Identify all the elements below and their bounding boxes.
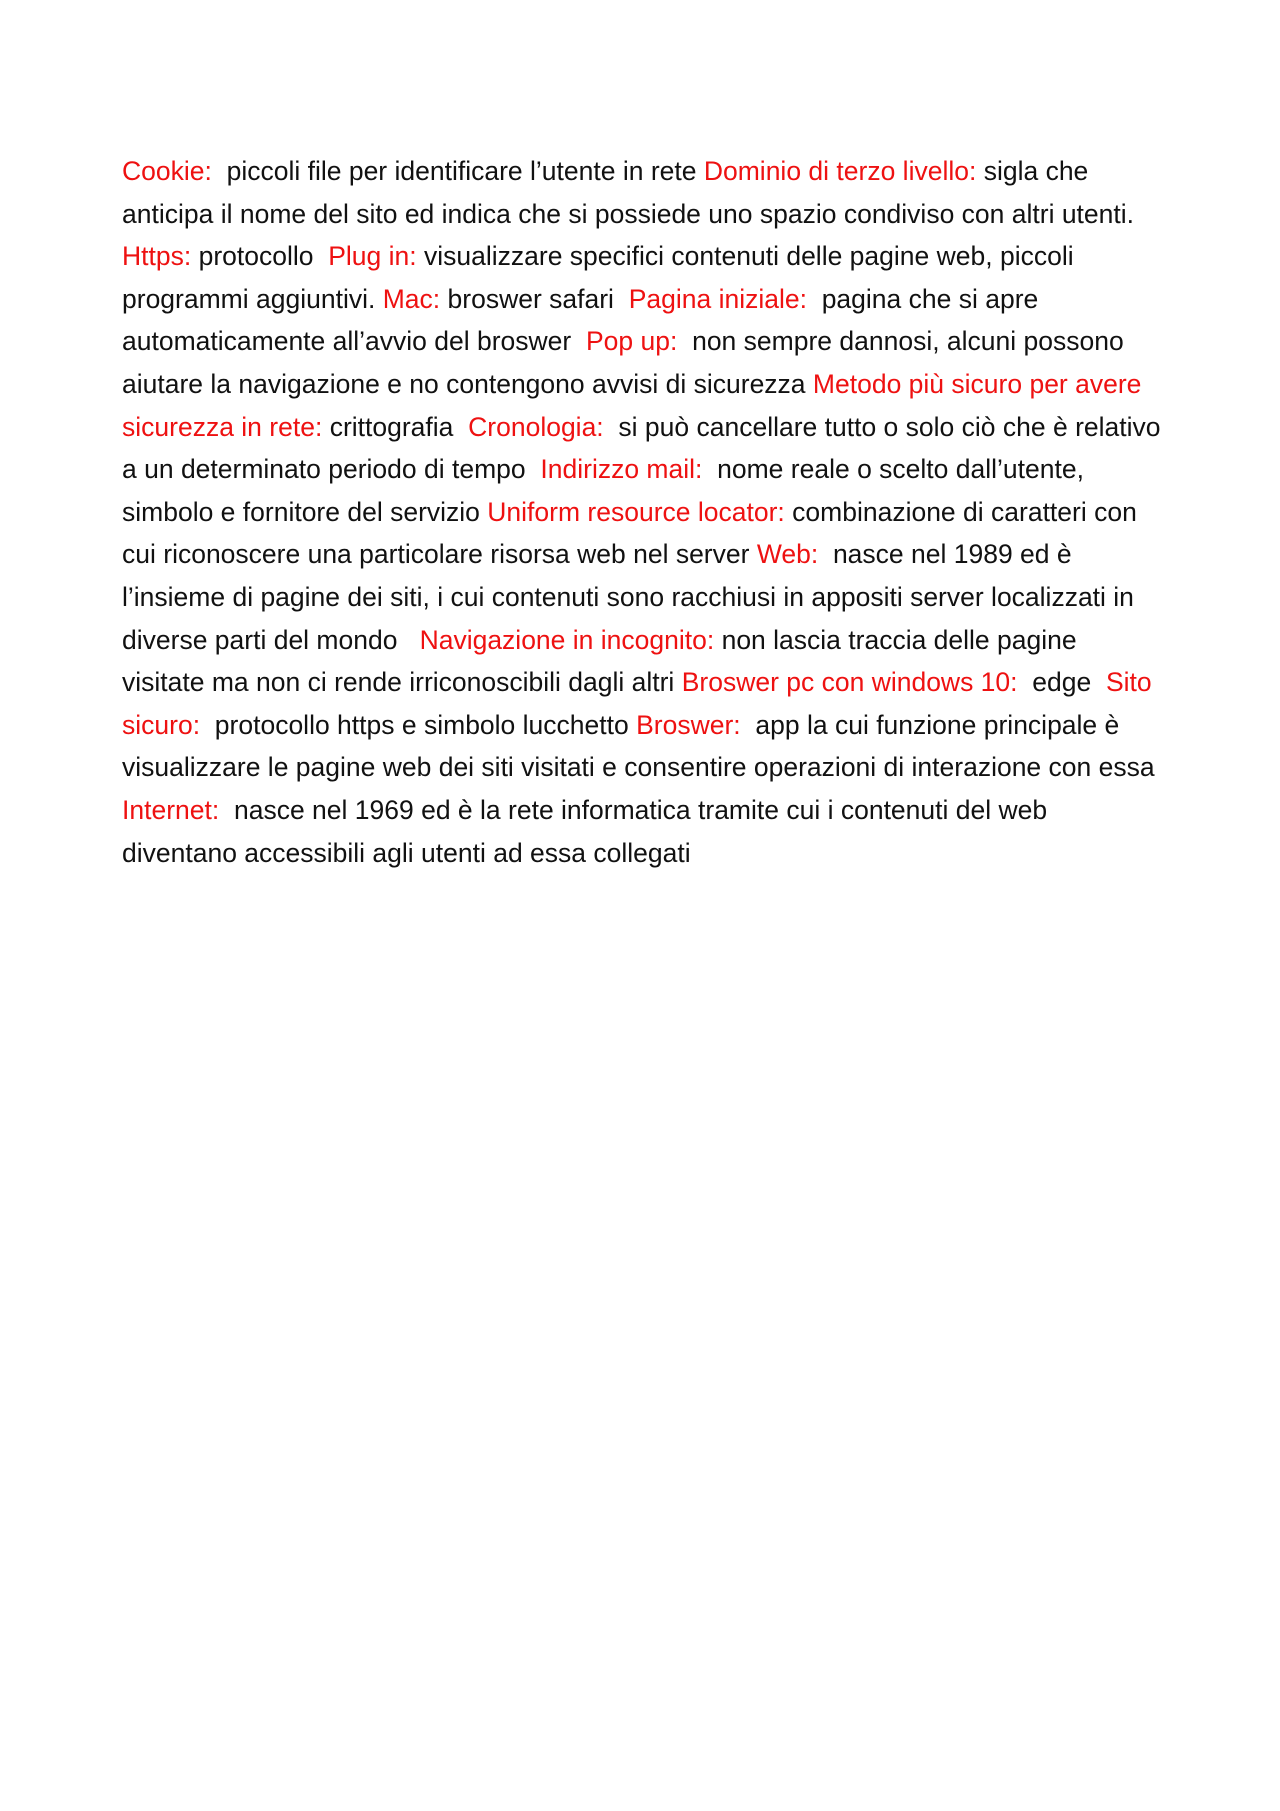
definition-pop-up: non sempre dannosi, alcuni possono aiutare la navigazione e no contengono avvisi di sicurezza — [122, 326, 1124, 399]
term-plug-in: Plug in: — [328, 241, 417, 272]
term-https: Https: — [122, 241, 192, 272]
definition-sito-sicuro: protocollo https e simbolo lucchetto — [214, 709, 629, 740]
term-navigazione-incognito: Navigazione in incognito: — [419, 624, 715, 655]
definition-navigazione-incognito: non lascia traccia delle pagine visitate ma non ci rende irriconoscibili dagli altri — [122, 624, 1077, 698]
definition-indirizzo-mail: nome reale o scelto dall’utente, simbolo e fornitore del servizio — [122, 454, 1084, 527]
term-pop-up: Pop up: — [585, 326, 678, 357]
term-cookie: Cookie: — [122, 156, 212, 186]
term-web: Web: — [756, 539, 819, 570]
term-pagina-iniziale: Pagina iniziale: — [628, 283, 807, 314]
definition-https: protocollo — [198, 241, 314, 272]
term-metodo-sicuro: Metodo più sicuro per avere sicurezza in rete: — [122, 368, 1142, 442]
term-dominio-terzo-livello: Dominio di terzo livello: — [703, 156, 977, 186]
definition-mac: broswer safari — [447, 283, 614, 314]
definition-metodo-sicuro: crittografia — [329, 411, 454, 442]
definition-broswer-windows-10: edge — [1032, 667, 1092, 698]
term-internet: Internet: — [122, 794, 220, 825]
definition-plug-in: visualizzare specifici contenuti delle pagine web, piccoli programmi aggiuntivi. — [122, 241, 1074, 314]
definition-pagina-iniziale: pagina che si apre automaticamente all’avvio del broswer — [122, 283, 1039, 357]
term-broswer-windows-10: Broswer pc con windows 10: — [681, 667, 1018, 698]
term-uniform-resource-locator: Uniform resource locator: — [487, 496, 785, 527]
definition-broswer: app la cui funzione principale è visualizzare le pagine web dei siti visitati e consentire operazioni di interazione con essa — [122, 709, 1155, 783]
glossary-paragraph — [122, 150, 1162, 874]
definition-uniform-resource-locator: combinazione di caratteri con cui riconoscere una particolare risorsa web nel server — [122, 496, 1137, 570]
term-cronologia: Cronologia: — [468, 411, 604, 442]
definition-internet: nasce nel 1969 ed è la rete informatica tramite cui i contenuti del web diventano accessibili agli utenti ad essa collegati — [122, 794, 1048, 868]
definition-cookie: piccoli file per identificare l’utente in rete — [226, 156, 697, 186]
definition-web: nasce nel 1989 ed è l’insieme di pagine dei siti, i cui contenuti sono racchiusi in appositi server localizzati in diverse parti del mondo — [122, 539, 1134, 655]
definition-dominio-terzo-livello: sigla che anticipa il nome del sito ed indica che si possiede uno spazio condiviso con altri utenti. — [122, 156, 1135, 229]
term-mac: Mac: — [382, 283, 441, 314]
definition-cronologia: si può cancellare tutto o solo ciò che è relativo a un determinato periodo di tempo — [122, 411, 1161, 485]
term-broswer: Broswer: — [636, 709, 741, 740]
term-indirizzo-mail: Indirizzo mail: — [540, 454, 703, 485]
term-sito-sicuro: Sito sicuro: — [122, 667, 1152, 740]
